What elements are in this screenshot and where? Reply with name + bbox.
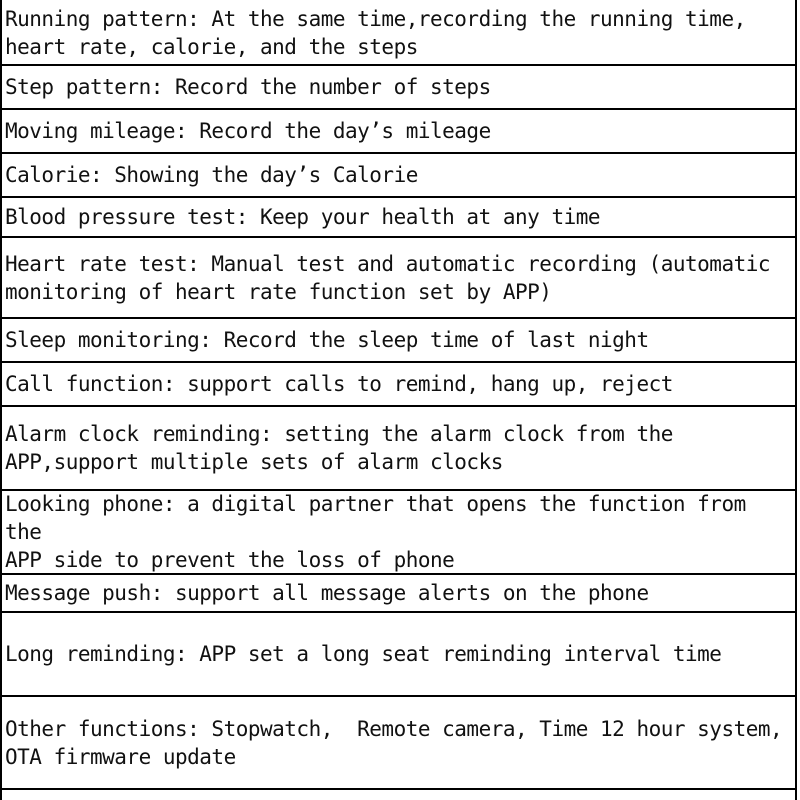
row-text: Step pattern: Record the number of steps [5, 75, 491, 99]
row-text: Looking phone: a digital partner that opens the function from the APP side to prevent the loss of phone [5, 492, 746, 572]
table-row [2, 491, 795, 575]
row-text: Blood pressure test: Keep your health at any time [5, 205, 601, 229]
table-row [2, 697, 795, 790]
row-text: Moving mileage: Record the day’s mileage [5, 119, 491, 143]
row-text: Running pattern: At the same time,recording the running time, heart rate, calorie, and the steps [5, 7, 746, 59]
table-row [2, 198, 795, 238]
table-row [2, 110, 795, 154]
row-text: Alarm clock reminding: setting the alarm clock from the APP,support multiple sets of alarm clocks [5, 422, 673, 474]
table-row [2, 0, 795, 66]
table-row [2, 238, 795, 319]
row-text: Other functions: Stopwatch, Remote camera, Time 12 hour system, OTA firmware update [5, 716, 783, 769]
row-text: Long reminding: APP set a long seat reminding interval time [5, 642, 722, 666]
table-row [2, 407, 795, 491]
table-row [2, 319, 795, 363]
row-text: Calorie: Showing the day’s Calorie [5, 163, 418, 187]
table-row [2, 575, 795, 613]
table-row [2, 66, 795, 110]
table-row-empty [2, 790, 795, 800]
table-row [2, 363, 795, 407]
row-text: Heart rate test: Manual test and automatic recording (automatic monitoring of heart rate function set by APP) [5, 251, 771, 304]
table-row [2, 613, 795, 697]
table-row [2, 154, 795, 198]
row-text: Call function: support calls to remind, hang up, reject [5, 372, 673, 396]
row-text: Message push: support all message alerts on the phone [5, 581, 649, 605]
row-text: Sleep monitoring: Record the sleep time of last night [5, 328, 649, 352]
